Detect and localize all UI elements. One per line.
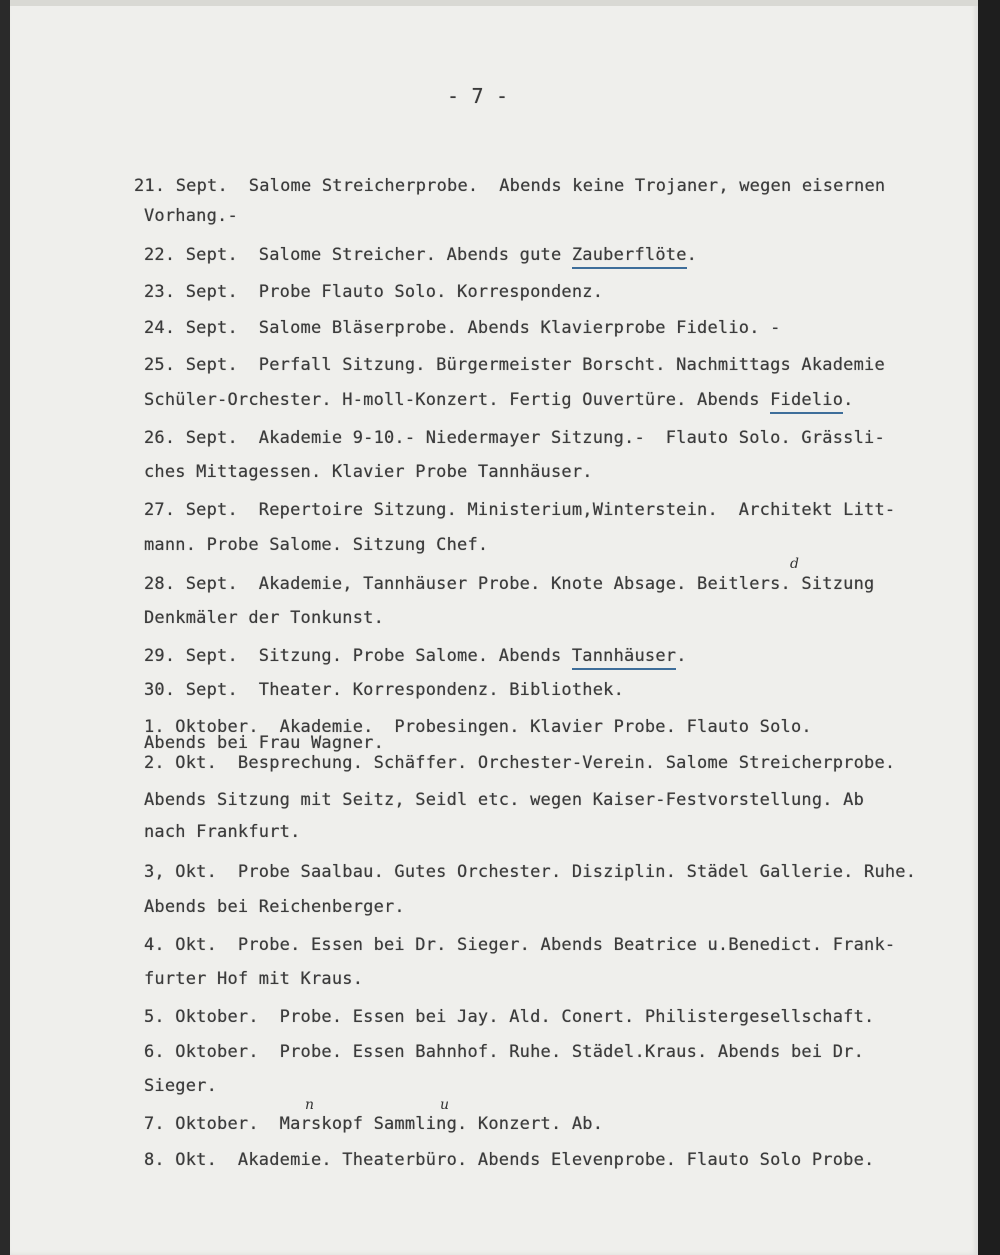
entry-22-period: . [686,245,698,265]
entry-28-sept: 28. Sept. Akademie, Tannhäuser Probe. Knote Absage. Beitlers. Sitzung [144,574,875,594]
entry-6-oktober: 6. Oktober. Probe. Essen Bahnhof. Ruhe. Städel.Kraus. Abends bei Dr. [144,1042,865,1062]
entry-8-okt: 8. Okt. Akademie. Theaterbüro. Abends Elevenprobe. Flauto Solo Probe. [144,1150,875,1170]
entry-29-period: . [676,646,687,666]
page-top-edge [10,0,978,6]
entry-2-okt: 2. Okt. Besprechung. Schäffer. Orchester-Verein. Salome Streicherprobe. [144,753,896,773]
entry-29-sept [144,646,687,666]
underlined-tannhaeuser: Tannhäuser [572,646,676,670]
entry-6-oktober-cont: Sieger. [144,1076,218,1096]
handwritten-d-correction: d [790,556,799,572]
entry-2-okt-cont2: nach Frankfurt. [144,822,301,842]
entry-21-sept: 21. Sept. Salome Streicherprobe. Abends keine Trojaner, wegen eisernen [134,176,886,196]
entry-28-sept-cont: Denkmäler der Tonkunst. [144,608,385,628]
entry-5-oktober: 5. Oktober. Probe. Essen bei Jay. Ald. Conert. Philistergesellschaft. [144,1007,875,1027]
underlined-zauberfloete: Zauberflöte [572,245,687,269]
entry-22-sept [144,245,697,265]
entry-4-okt-cont: furter Hof mit Kraus. [144,969,364,989]
underlined-fidelio: Fidelio [770,390,843,414]
entry-27-sept-cont: mann. Probe Salome. Sitzung Chef. [144,535,489,555]
entry-26-sept-cont: ches Mittagessen. Klavier Probe Tannhäuser. [144,462,593,482]
page-number: - 7 - [447,84,509,108]
entry-7-oktober: 7. Oktober. Marskopf Sammling. Konzert. Ab. [144,1114,604,1134]
entry-24-sept: 24. Sept. Salome Bläserprobe. Abends Klavierprobe Fidelio. - [144,318,781,338]
entry-23-sept: 23. Sept. Probe Flauto Solo. Korrespondenz. [144,282,604,302]
entry-21-sept-cont: Vorhang.- [144,206,238,226]
entry-25-cont-text: Schüler-Orchester. H-moll-Konzert. Fertig Ouvertüre. Abends [144,390,771,410]
entry-29-text: 29. Sept. Sitzung. Probe Salome. Abends [144,646,572,666]
entry-1-oktober-overtyped: Abends bei Frau Wagner. [144,733,385,753]
entry-26-sept: 26. Sept. Akademie 9-10.- Niedermayer Sitzung.- Flauto Solo. Grässli- [144,428,885,448]
entry-30-sept: 30. Sept. Theater. Korrespondenz. Bibliothek. [144,680,625,700]
entry-25-sept: 25. Sept. Perfall Sitzung. Bürgermeister Borscht. Nachmittags Akademie [144,355,885,375]
handwritten-n-correction: n [305,1097,315,1113]
scan-border [978,0,1000,1255]
entry-25-period: . [843,390,854,410]
entry-2-okt-cont: Abends Sitzung mit Seitz, Seidl etc. wegen Kaiser-Festvorstellung. Ab [144,790,865,810]
entry-1-oktober: 1. Oktober. Akademie. Probesingen. Klavier Probe. Flauto Solo. [144,717,812,737]
entry-3-okt-cont: Abends bei Reichenberger. [144,897,405,917]
entry-25-sept-cont [144,390,854,410]
entry-22-text: 22. Sept. Salome Streicher. Abends gute [144,245,572,265]
entry-3-okt: 3, Okt. Probe Saalbau. Gutes Orchester. Disziplin. Städel Gallerie. Ruhe. [144,862,917,882]
entry-4-okt: 4. Okt. Probe. Essen bei Dr. Sieger. Abends Beatrice u.Benedict. Frank- [144,935,896,955]
handwritten-u-correction: u [440,1097,450,1113]
entry-27-sept: 27. Sept. Repertoire Sitzung. Ministerium,Winterstein. Architekt Litt- [144,500,896,520]
